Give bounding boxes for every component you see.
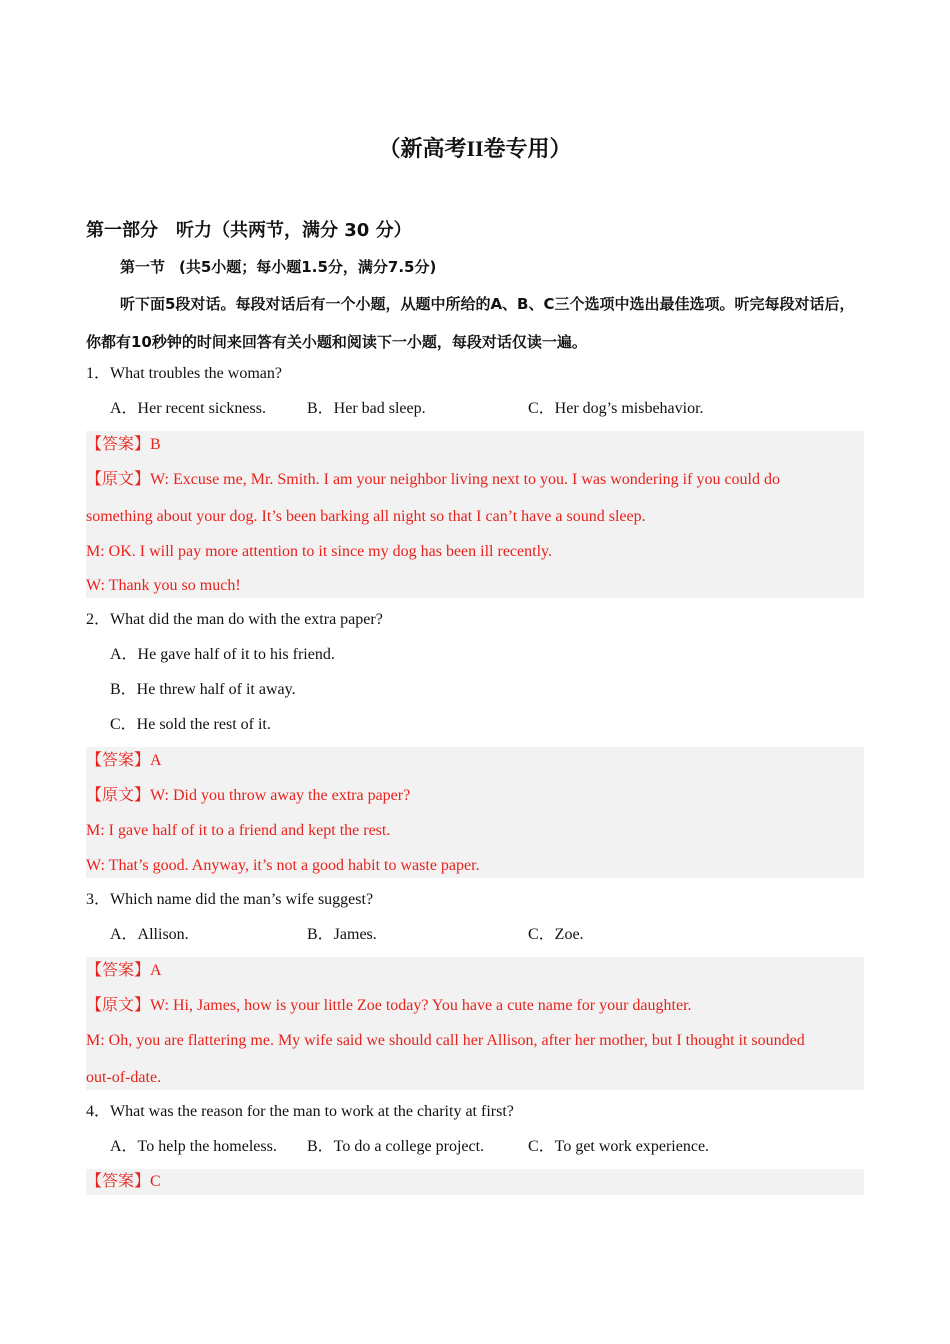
option-b: B．To do a college project. bbox=[307, 1138, 485, 1155]
option-b: B．He threw half of it away. bbox=[110, 681, 296, 698]
transcript-line: W: That’s good. Anyway, it’s not a good habit to waste paper. bbox=[86, 857, 480, 874]
option-a: A．Allison. bbox=[110, 926, 189, 943]
answer-label: 【答案】A bbox=[86, 752, 162, 769]
transcript-line: 【原文】W: Hi, James, how is your little Zoe today? You have a cute name for your daughter. bbox=[86, 997, 692, 1014]
section-heading bbox=[120, 255, 436, 279]
answer-block-3 bbox=[86, 957, 864, 1090]
option-c: C．To get work experience. bbox=[528, 1138, 710, 1155]
answer-block-4 bbox=[86, 1169, 864, 1195]
option-c: C．Her dog’s misbehavior. bbox=[528, 400, 704, 417]
part-subtitle: 听力（共两节，满分 30 分） bbox=[176, 220, 412, 241]
question-3 bbox=[86, 888, 373, 912]
option-b: B．Her bad sleep. bbox=[307, 400, 426, 417]
question-text: What troubles the woman? bbox=[110, 365, 282, 382]
question-number: 3． bbox=[86, 891, 111, 908]
option-c: C．Zoe. bbox=[528, 926, 584, 943]
transcript-line: out-of-date. bbox=[86, 1069, 162, 1086]
question-text: What was the reason for the man to work at the charity at first? bbox=[110, 1103, 514, 1120]
transcript-line: 【原文】W: Excuse me, Mr. Smith. I am your neighbor living next to you. I was wondering if you could do bbox=[86, 471, 780, 488]
option-a: A．Her recent sickness. bbox=[110, 400, 266, 417]
part-heading bbox=[86, 218, 412, 244]
question-number: 1． bbox=[86, 365, 111, 382]
option-a: A．To help the homeless. bbox=[110, 1138, 277, 1155]
section-label: 第一节 bbox=[120, 258, 166, 276]
transcript-label: 【原文】 bbox=[86, 787, 151, 804]
transcript-line: M: OK. I will pay more attention to it since my dog has been ill recently. bbox=[86, 543, 552, 560]
question-2 bbox=[86, 608, 383, 632]
answer-block-1 bbox=[86, 431, 864, 598]
transcript-label: 【原文】 bbox=[86, 997, 151, 1014]
question-text: Which name did the man’s wife suggest? bbox=[110, 891, 374, 908]
option-c: C．He sold the rest of it. bbox=[110, 716, 271, 733]
option-b: B．James. bbox=[307, 926, 377, 943]
answer-label: 【答案】B bbox=[86, 436, 161, 453]
section-info: (共5小题；每小题1.5分，满分7.5分) bbox=[179, 258, 437, 276]
question-text: What did the man do with the extra paper? bbox=[110, 611, 383, 628]
transcript-line: 【原文】W: Did you throw away the extra paper? bbox=[86, 787, 411, 804]
option-a: A．He gave half of it to his friend. bbox=[110, 646, 335, 663]
answer-block-2 bbox=[86, 747, 864, 878]
question-number: 2． bbox=[86, 611, 111, 628]
transcript-line: M: Oh, you are flattering me. My wife said we should call her Allison, after her mother, but I thought it sounded bbox=[86, 1032, 805, 1049]
question-1 bbox=[86, 362, 282, 386]
transcript-line: W: Thank you so much! bbox=[86, 577, 241, 594]
page-title: （新高考II卷专用） bbox=[378, 136, 572, 161]
answer-label: 【答案】A bbox=[86, 962, 162, 979]
question-number: 4． bbox=[86, 1103, 111, 1120]
transcript-label: 【原文】 bbox=[86, 471, 151, 488]
section-instructions: 听下面5段对话。每段对话后有一个小题，从题中所给的A、B、C三个选项中选出最佳选项。听完每段对话后，你都有10秒钟的时间来回答有关小题和阅读下一小题，每段对话仅读一遍。 bbox=[86, 295, 855, 351]
answer-label: 【答案】C bbox=[86, 1173, 161, 1190]
question-4 bbox=[86, 1100, 514, 1124]
transcript-line: something about your dog. It’s been barking all night so that I can’t have a sound sleep. bbox=[86, 508, 646, 525]
part-title: 第一部分 bbox=[86, 220, 158, 241]
transcript-line: M: I gave half of it to a friend and kept the rest. bbox=[86, 822, 391, 839]
